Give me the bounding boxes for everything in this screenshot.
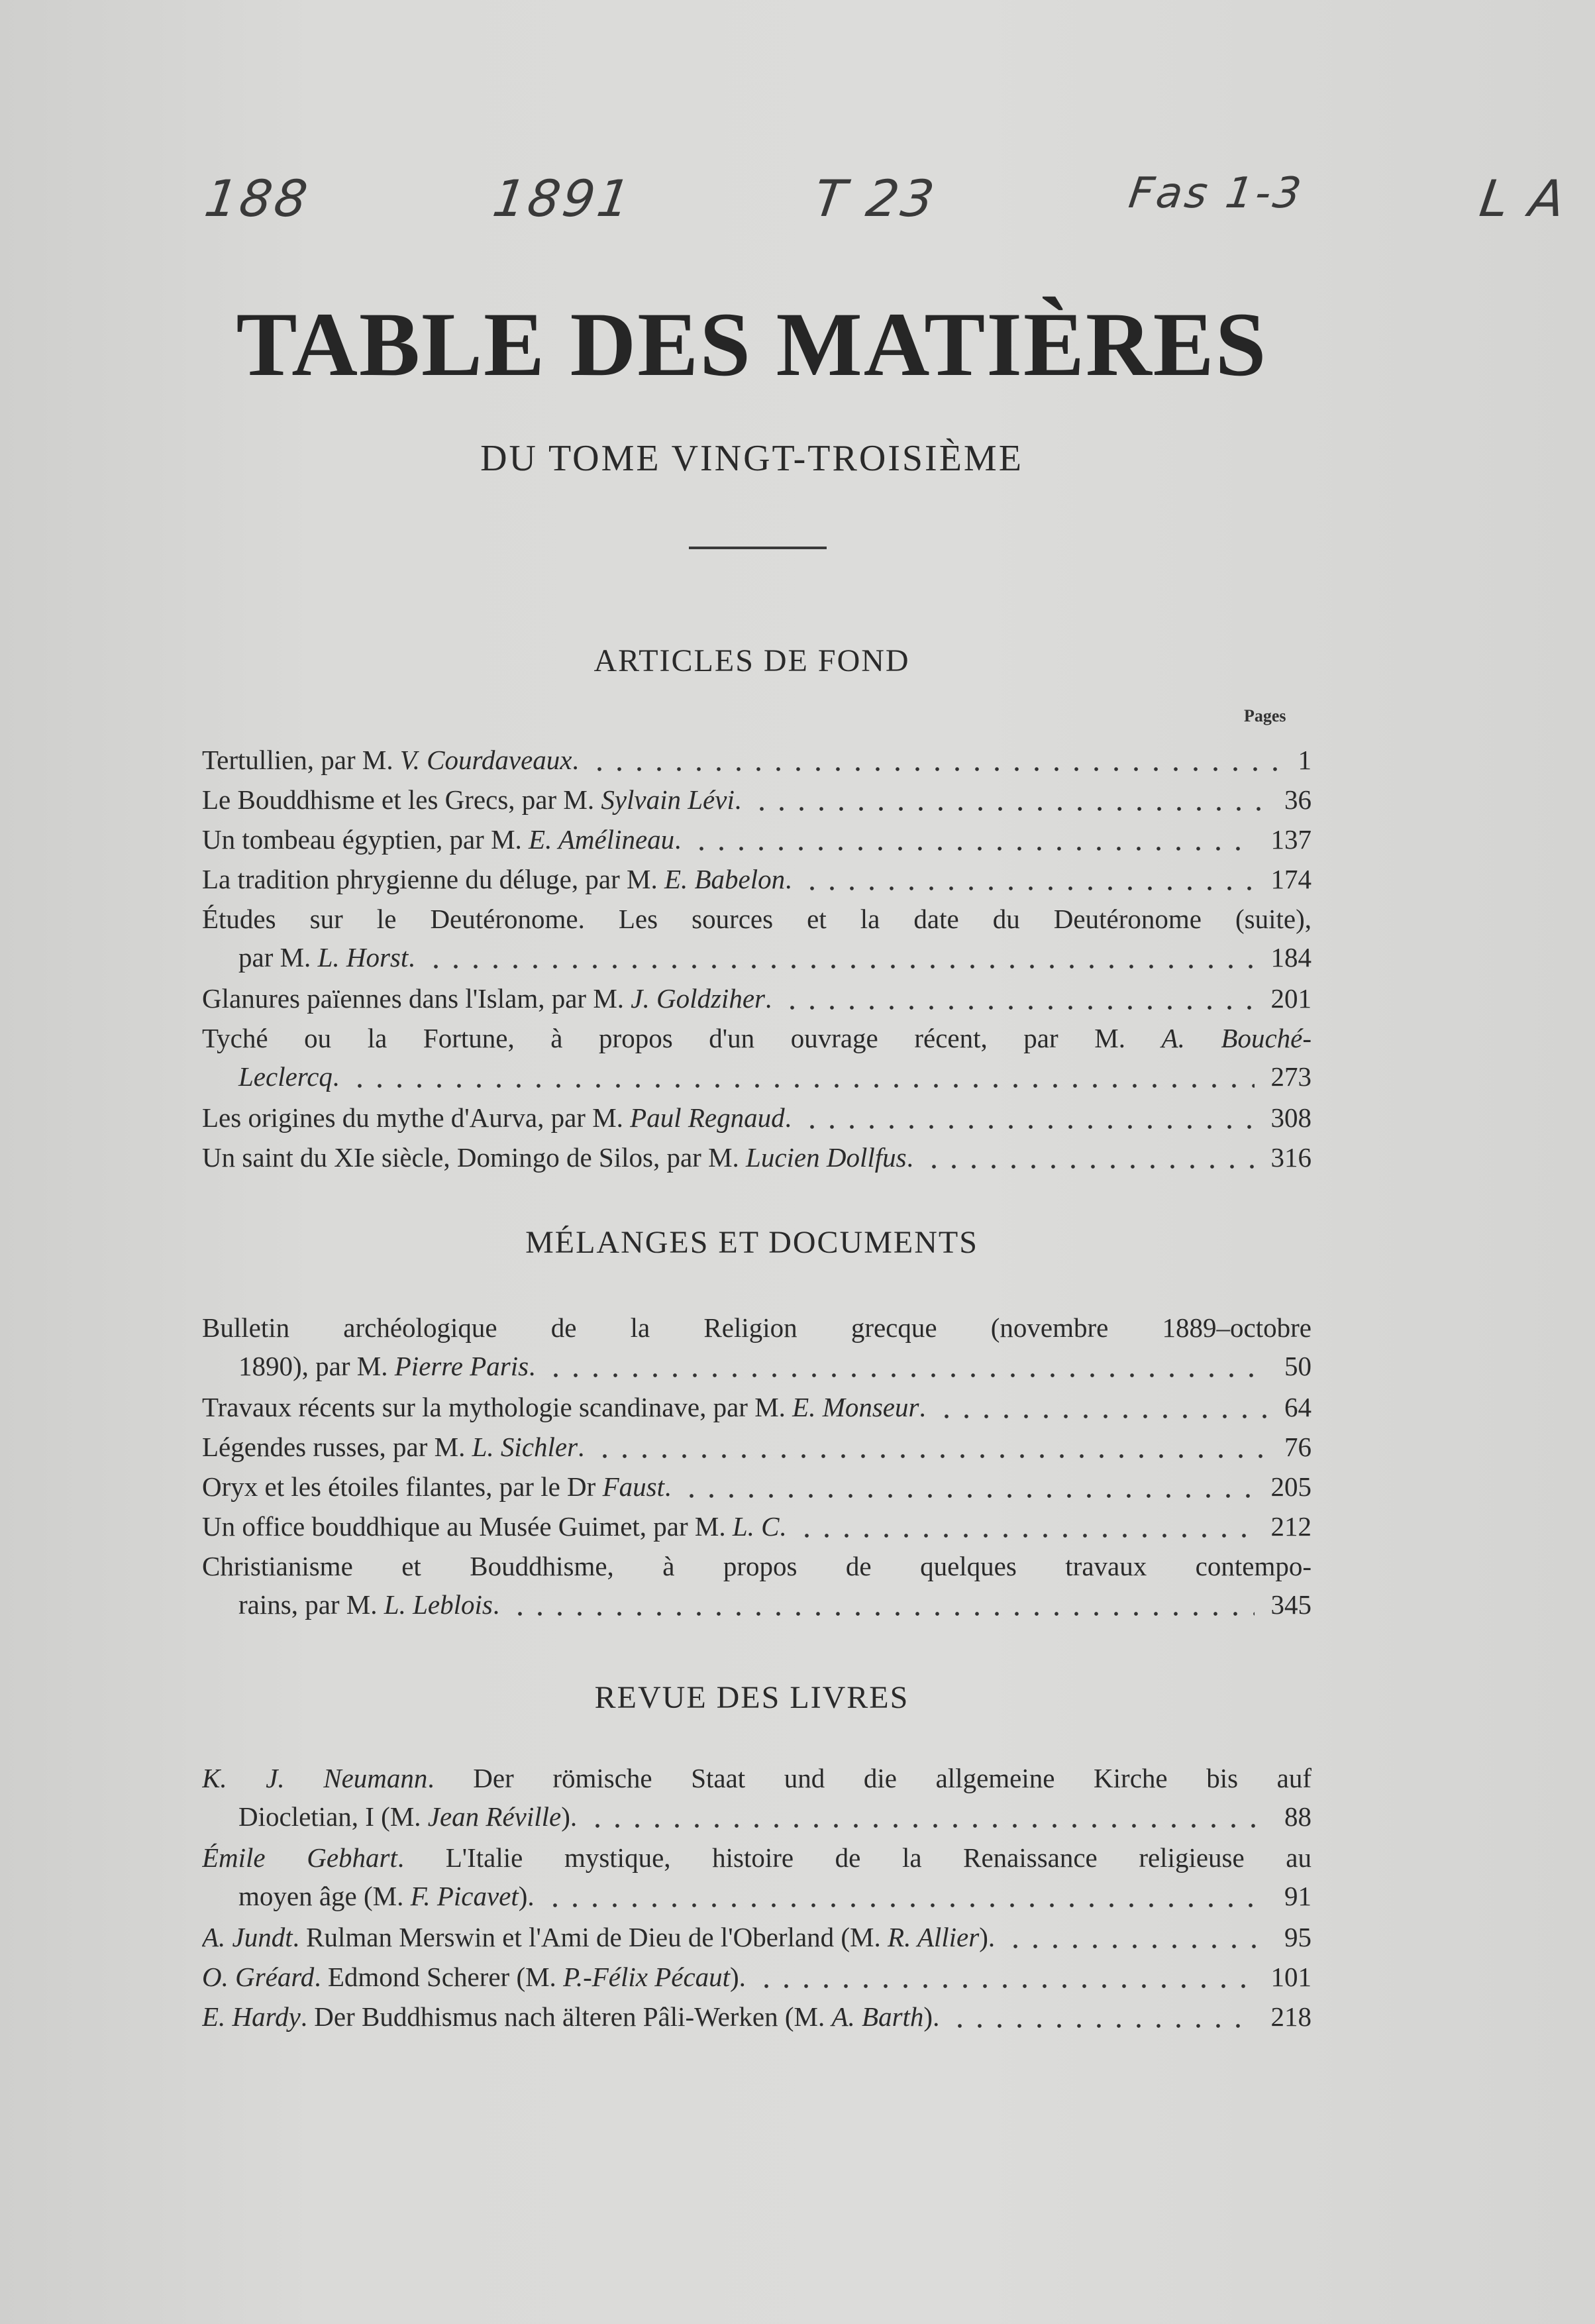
page-number: 76	[1284, 1432, 1312, 1462]
entry-line-text	[202, 1962, 746, 1992]
page-subtitle: DU TOME VINGT-TROISIÈME	[480, 438, 1023, 479]
author-name: E. Amélineau	[529, 824, 675, 855]
dot-leader	[426, 965, 1255, 969]
dot-leader	[802, 886, 1255, 890]
page-number: 218	[1270, 2001, 1312, 2032]
entry-line-text	[202, 784, 741, 815]
page-number: 201	[1270, 983, 1312, 1014]
entry-line	[202, 1347, 1312, 1385]
page-number: 273	[1270, 1061, 1312, 1092]
entry-line-text	[202, 1142, 913, 1173]
entry-line-text	[202, 745, 579, 775]
entry-line	[202, 1547, 1312, 1585]
entry-line-text	[202, 1763, 1312, 1793]
handwritten-note-3: T 23	[810, 169, 941, 228]
author-name: Pierre Paris	[394, 1351, 529, 1381]
entry-text: Un tombeau égyptien, par M.	[202, 824, 529, 855]
entry-line-text	[202, 1312, 1312, 1343]
entry-line-text	[202, 1471, 671, 1502]
author-name: P.-Félix Pécaut	[563, 1962, 731, 1992]
entry-text: .	[572, 745, 579, 775]
entry-line	[202, 1138, 1312, 1177]
dot-leader	[546, 1373, 1268, 1377]
handwritten-note-2: 1891	[489, 169, 637, 228]
author-name: O. Gréard	[202, 1962, 315, 1992]
entry-line-text	[202, 1922, 995, 1952]
entry-text: . L'Italie mystique, histoire de la Renaissance religieuse au	[397, 1842, 1312, 1873]
entry-text: .	[734, 784, 742, 815]
entry-text: Diocletian, I (M.	[238, 1801, 428, 1832]
entry-text: Oryx et les étoiles filantes, par le Dr	[202, 1471, 603, 1502]
entry-line	[202, 938, 1312, 977]
author-name: Émile Gebhart	[202, 1842, 397, 1873]
author-name: K. J. Neumann	[202, 1763, 428, 1793]
entry-text: .	[779, 1511, 786, 1542]
author-name: E. Monseur	[792, 1392, 919, 1422]
entry-text: moyen âge (M.	[238, 1881, 411, 1911]
dot-leader	[924, 1165, 1255, 1169]
entry-line	[202, 1098, 1312, 1137]
entry-text: Le Bouddhisme et les Grecs, par M.	[202, 784, 601, 815]
entry-text: .	[332, 1061, 340, 1092]
toc-entry	[202, 1958, 1312, 1996]
entry-text: Travaux récents sur la mythologie scandinave, par M.	[202, 1392, 793, 1422]
page-number: 50	[1284, 1351, 1312, 1381]
entry-text: .	[492, 1589, 500, 1620]
author-name: Faust	[602, 1471, 664, 1502]
entry-text: Tertullien, par M.	[202, 745, 400, 775]
dot-leader	[545, 1903, 1268, 1907]
author-name: L. C	[732, 1511, 780, 1542]
page-number: 36	[1284, 784, 1312, 815]
author-name: V. Courdaveaux	[399, 745, 572, 775]
dot-leader	[937, 1414, 1268, 1418]
toc-entry	[202, 900, 1312, 977]
page-number: 316	[1270, 1142, 1312, 1173]
entry-line	[202, 900, 1312, 938]
entry-text: ).	[923, 2001, 940, 2032]
author-name: J. Goldziher	[631, 983, 765, 1014]
author-name: R. Allier	[888, 1922, 980, 1952]
entry-line-text	[238, 1061, 339, 1092]
entry-text: Un office bouddhique au Musée Guimet, par M.	[202, 1511, 733, 1542]
entry-line-text	[202, 1102, 792, 1133]
entry-text: .	[529, 1351, 536, 1381]
dot-leader	[802, 1125, 1255, 1129]
page-number: 174	[1270, 864, 1312, 894]
entry-text: . Edmond Scherer (M.	[314, 1962, 564, 1992]
dot-leader	[588, 1824, 1268, 1828]
entry-line	[202, 741, 1312, 779]
entry-text: par M.	[238, 942, 318, 973]
entry-line	[202, 1918, 1312, 1956]
entry-text: Glanures païennes dans l'Islam, par M.	[202, 983, 631, 1014]
dot-leader	[1005, 1944, 1268, 1948]
dot-leader	[350, 1084, 1255, 1088]
entry-text: .	[764, 983, 772, 1014]
entry-text: ).	[979, 1922, 996, 1952]
entry-text: Études sur le Deutéronome. Les sources et la date du Deutéronome (suite),	[202, 904, 1312, 934]
dot-leader	[797, 1534, 1255, 1538]
author-name: Leclercq	[238, 1061, 333, 1092]
handwritten-note-4: Fas 1-3	[1125, 169, 1307, 218]
section-heading-revue: REVUE DES LIVRES	[594, 1680, 909, 1715]
entry-line	[202, 860, 1312, 898]
dot-leader	[782, 1006, 1255, 1010]
entry-line	[202, 1428, 1312, 1466]
page-number: 308	[1270, 1102, 1312, 1133]
entry-text: ).	[561, 1801, 578, 1832]
entry-text: .	[408, 942, 415, 973]
entry-line	[202, 1467, 1312, 1506]
entry-text: La tradition phrygienne du déluge, par M.	[202, 864, 664, 894]
entry-text: Un saint du XIe siècle, Domingo de Silos, par M.	[202, 1142, 746, 1173]
author-name: Lucien Dollfus	[746, 1142, 907, 1173]
entry-text: ).	[730, 1962, 746, 1992]
dot-leader	[950, 2024, 1255, 2028]
author-name: Jean Réville	[427, 1801, 562, 1832]
entry-text: .	[919, 1392, 926, 1422]
entry-text: Les origines du mythe d'Aurva, par M.	[202, 1102, 631, 1133]
author-name: L. Sichler	[472, 1432, 578, 1462]
entry-text: Tyché ou la Fortune, à propos d'un ouvrage récent, par M.	[202, 1023, 1162, 1053]
toc-entry	[202, 1428, 1312, 1466]
entry-line-text	[202, 983, 772, 1014]
entry-text: .	[664, 1471, 672, 1502]
toc-entry	[202, 1759, 1312, 1836]
author-name: A. Jundt	[202, 1922, 293, 1952]
author-name: L. Horst	[317, 942, 409, 973]
entry-line	[202, 1057, 1312, 1096]
author-name: E. Babelon	[664, 864, 786, 894]
toc-entry	[202, 741, 1312, 779]
toc-entry	[202, 1308, 1312, 1385]
entry-line	[202, 1958, 1312, 1996]
dot-leader	[692, 847, 1255, 851]
author-name: A. Barth	[831, 2001, 924, 2032]
author-name: E. Hardy	[202, 2001, 301, 2032]
entry-line	[202, 820, 1312, 859]
page-number: 1	[1298, 745, 1312, 775]
dot-leader	[595, 1454, 1268, 1458]
section-heading-articles: ARTICLES DE FOND	[593, 643, 910, 678]
dot-leader	[756, 1984, 1255, 1988]
author-name: A. Bouché-	[1161, 1023, 1312, 1053]
entry-line-text	[202, 864, 792, 894]
toc-entry	[202, 1019, 1312, 1096]
author-name: Paul Regnaud	[630, 1102, 785, 1133]
entry-text: 1890), par M.	[238, 1351, 395, 1381]
page-number: 88	[1284, 1801, 1312, 1832]
entry-line-text	[238, 1351, 535, 1381]
page-number: 345	[1270, 1589, 1312, 1620]
toc-entry	[202, 860, 1312, 898]
entry-text: Bulletin archéologique de la Religion grecque (novembre 1889–octobre	[202, 1312, 1312, 1343]
entry-text: . Der römische Staat und die allgemeine Kirche bis auf	[427, 1763, 1312, 1793]
entry-line-text	[202, 904, 1312, 934]
entry-line-text	[202, 1432, 584, 1462]
toc-entry	[202, 1997, 1312, 2036]
entry-text: .	[578, 1432, 585, 1462]
entry-text: . Rulman Merswin et l'Ami de Dieu de l'Oberland (M.	[292, 1922, 888, 1952]
entry-line-text	[238, 942, 415, 973]
entry-text: . Der Buddhismus nach älteren Pâli-Werken (M.	[300, 2001, 832, 2032]
entry-text: .	[906, 1142, 913, 1173]
entry-line-text	[202, 824, 681, 855]
entry-line-text	[202, 1023, 1312, 1053]
toc-entry	[202, 979, 1312, 1018]
handwritten-note-1: 188	[201, 169, 314, 228]
toc-entry	[202, 1098, 1312, 1137]
entry-line	[202, 1838, 1312, 1877]
entry-line-text	[202, 1392, 926, 1422]
author-name: F. Picavet	[410, 1881, 519, 1911]
page-number: 184	[1270, 942, 1312, 973]
entry-line	[202, 780, 1312, 819]
handwritten-note-5: L A	[1476, 169, 1571, 228]
entry-line-text	[202, 2001, 939, 2032]
toc-entry	[202, 820, 1312, 859]
entry-line	[202, 1877, 1312, 1915]
dot-leader	[590, 767, 1282, 771]
author-name: L. Leblois	[384, 1589, 493, 1620]
entry-line	[202, 1507, 1312, 1546]
toc-entry	[202, 1547, 1312, 1624]
dot-leader	[510, 1612, 1255, 1616]
dot-leader	[682, 1494, 1255, 1498]
toc-entry	[202, 1838, 1312, 1915]
page-number: 101	[1270, 1962, 1312, 1992]
entry-text: Christianisme et Bouddhisme, à propos de quelques travaux contempo-	[202, 1551, 1312, 1581]
entry-text: .	[674, 824, 682, 855]
entry-line	[202, 1308, 1312, 1347]
entry-line-text	[238, 1801, 577, 1832]
entry-line-text	[202, 1842, 1312, 1873]
entry-text: rains, par M.	[238, 1589, 384, 1620]
entry-line	[202, 1585, 1312, 1624]
entry-line-text	[238, 1881, 535, 1911]
page-number: 64	[1284, 1392, 1312, 1422]
toc-entry	[202, 1467, 1312, 1506]
divider	[689, 547, 827, 549]
toc-entry	[202, 1138, 1312, 1177]
entry-line	[202, 1759, 1312, 1797]
entry-line	[202, 1388, 1312, 1426]
page-number: 91	[1284, 1881, 1312, 1911]
toc-entry	[202, 1507, 1312, 1546]
entry-line-text	[202, 1551, 1312, 1581]
entry-line	[202, 1997, 1312, 2036]
toc-entry	[202, 1918, 1312, 1956]
entry-text: .	[784, 1102, 792, 1133]
entry-line	[202, 979, 1312, 1018]
entry-line-text	[202, 1511, 786, 1542]
dot-leader	[752, 807, 1268, 811]
page-number: 95	[1284, 1922, 1312, 1952]
toc-entry	[202, 1388, 1312, 1426]
entry-text: ).	[518, 1881, 535, 1911]
entry-line	[202, 1797, 1312, 1836]
entry-text: Légendes russes, par M.	[202, 1432, 472, 1462]
entry-line	[202, 1019, 1312, 1057]
toc-entry	[202, 780, 1312, 819]
page-title: TABLE DES MATIÈRES	[236, 293, 1268, 395]
entry-line-text	[238, 1589, 499, 1620]
page-number: 137	[1270, 824, 1312, 855]
author-name: Sylvain Lévi	[601, 784, 735, 815]
page-number: 205	[1270, 1471, 1312, 1502]
page-number: 212	[1270, 1511, 1312, 1542]
entry-text: .	[785, 864, 792, 894]
pages-column-label: Pages	[1244, 706, 1286, 725]
section-heading-melanges: MÉLANGES ET DOCUMENTS	[525, 1225, 978, 1260]
